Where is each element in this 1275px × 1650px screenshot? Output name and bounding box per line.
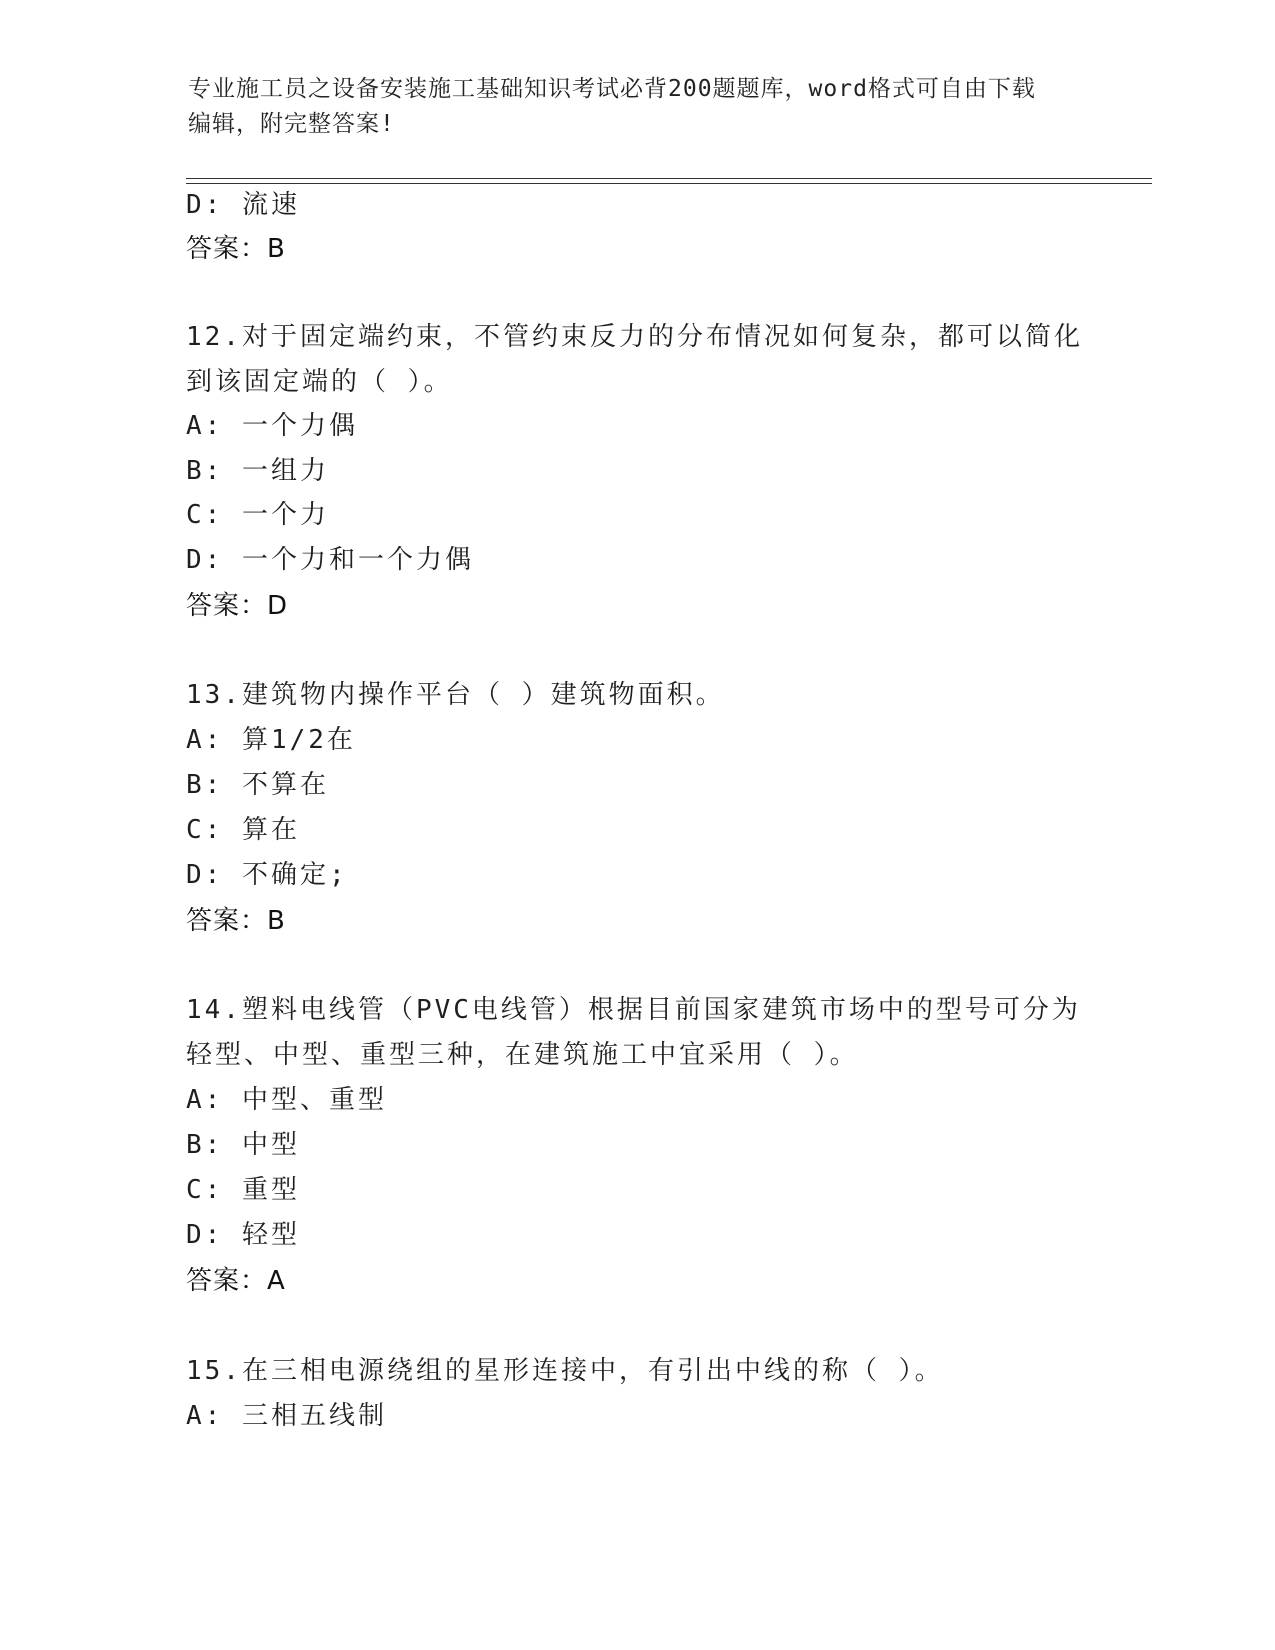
q12-option-b: B: 一组力	[186, 456, 329, 486]
q13-option-b: B: 不算在	[186, 770, 329, 800]
q14-stem-line-2: 轻型、中型、重型三种，在建筑施工中宜采用（ ）。	[186, 1040, 859, 1070]
q15-option-a: A: 三相五线制	[186, 1401, 387, 1431]
q14-option-c: C: 重型	[186, 1175, 300, 1205]
q12-option-a: A: 一个力偶	[186, 411, 358, 441]
q14-answer: 答案：A	[186, 1266, 286, 1296]
header-divider-bottom	[186, 183, 1152, 184]
header-line-2: 编辑，附完整答案!	[188, 111, 395, 137]
q12-answer: 答案：D	[186, 591, 289, 621]
prev-option-d: D: 流速	[186, 190, 300, 220]
q13-stem-line-1: 13.建筑物内操作平台（ ）建筑物面积。	[186, 680, 725, 710]
q12-stem-line-2: 到该固定端的（ ）。	[186, 367, 453, 397]
prev-answer: 答案：B	[186, 234, 286, 264]
q12-stem-line-1: 12.对于固定端约束，不管约束反力的分布情况如何复杂，都可以简化	[186, 322, 1083, 352]
header-divider-top	[186, 178, 1152, 179]
q14-option-d: D: 轻型	[186, 1220, 300, 1250]
q14-option-a: A: 中型、重型	[186, 1085, 387, 1115]
q13-option-d: D: 不确定;	[186, 860, 348, 890]
q13-answer: 答案：B	[186, 906, 286, 936]
q13-option-a: A: 算1/2在	[186, 725, 356, 755]
header-line-1: 专业施工员之设备安装施工基础知识考试必背200题题库，word格式可自由下载	[188, 76, 1036, 102]
q12-option-d: D: 一个力和一个力偶	[186, 545, 474, 575]
document-header	[188, 72, 1068, 142]
q12-option-c: C: 一个力	[186, 500, 329, 530]
q13-option-c: C: 算在	[186, 815, 300, 845]
q14-stem-line-1: 14.塑料电线管（PVC电线管）根据目前国家建筑市场中的型号可分为	[186, 995, 1081, 1025]
q15-stem-line-1: 15.在三相电源绕组的星形连接中，有引出中线的称（ ）。	[186, 1356, 944, 1386]
q14-option-b: B: 中型	[186, 1130, 300, 1160]
